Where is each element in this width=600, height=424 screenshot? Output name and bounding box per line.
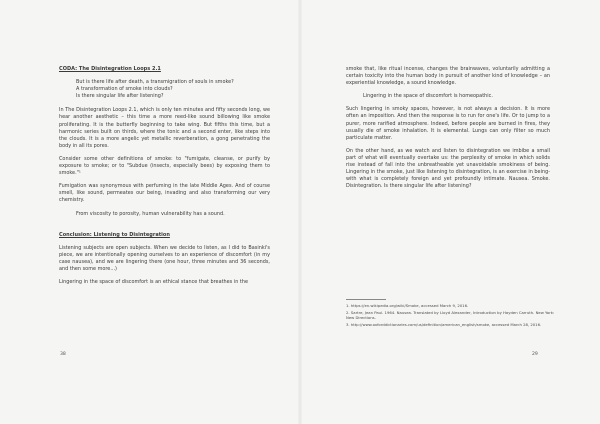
paragraph-indented: From viscosity to porosity, human vulnerability has a sound. xyxy=(76,210,225,217)
right-page xyxy=(300,0,600,424)
question-block xyxy=(59,79,270,100)
question-line: A transformation of smoke into clouds? xyxy=(76,86,173,93)
right-page-text-column xyxy=(346,66,550,196)
question-line: But is there life after death, a transmigration of souls in smoke? xyxy=(76,79,234,86)
footnotes xyxy=(346,303,556,328)
left-page-text-column xyxy=(59,66,270,292)
section-spacer xyxy=(59,224,270,232)
coda-heading: CODA: The Disintegration Loops 2.1 xyxy=(59,66,161,72)
footnote: 2. Sartre, Jean Paul. 1964. Nausea. Translated by Lloyd Alexander, Introduction by Hayden Carruth. New York: New Directions. xyxy=(346,309,555,321)
conclusion-heading: Conclusion: Listening to Disintegration xyxy=(59,231,170,238)
question-line: Is there singular life after listening? xyxy=(76,93,164,100)
paragraph: Lingering in the space of discomfort is an ethical stance that breathes in the xyxy=(59,279,248,286)
paragraph: smoke that, like ritual incense, changes the brainwaves, voluntarily admitting a certain toxicity into the human body in pursuit of another kind of knowledge – an experiential knowledge, a sound knowledge. xyxy=(346,66,550,87)
paragraph-indented: Lingering in the space of discomfort is homeopathic. xyxy=(363,93,493,100)
paragraph: On the other hand, as we watch and listen to disintegration we imbibe a small part of what will eventually overtake us: the perplexity of smoke in which solids rise instead of fall into the unbreatheable yet unavoidable smokiness of being. Lingering in the smoke, just like listening to disintegration, is an exercise in being-with what is completely foreign and yet profoundly intimate. Nausea. Smoke. Disintegration. Is there singular life after listening? xyxy=(346,147,550,190)
paragraph: Such lingering in smoky spaces, however, is not always a decision. It is more often an imposition. And then the response is to run for one's life. Or to jump to a purer, more rarified atmosphere. Indeed, before people are burned in fires, they usually die of smoke inhalation. It is elemental. Lungs can only filter so much particulate matter. xyxy=(346,106,550,141)
paragraph: In The Disintegration Loops 2.1, which is only ten minutes and fifty seconds long, we hear another aesthetic – this time a more reed-like sound billowing like smoke proliferating. It is the butterfly beginning to take wing. But fifths this time, but a harmonic series built on thirds, where the tonic and a second enter, like steps into the clouds. It is a more angelic yet metallic reverberation, a gong penetrating the body in all its pores. xyxy=(59,107,270,149)
paragraph: Listening subjects are open subjects. When we decide to listen, as I did to Basinki's piece, we are intentionally opening ourselves to an experience of discomfort (in my case nausea), and we are lingering there (one hour, three minutes and 36 seconds, and then some more...) xyxy=(59,244,270,272)
footnote: 3. http://www.oxforddictionaries.com/us/definition/american_english/smoke, accessed March 28, 2016. xyxy=(346,321,542,327)
page-number-right: 29 xyxy=(532,352,538,357)
paragraph: Consider some other definitions of smoke: to "fumigate, cleanse, or purify by exposure to smoke; or to "Subdue (insects, especially bees) by exposing them to smoke."¹ xyxy=(59,155,270,177)
footnote-rule xyxy=(346,299,386,300)
page-number-left: 38 xyxy=(60,352,66,357)
paragraph: Fumigation was synonymous with perfuming in the late Middle Ages. And of course smell, like sound, permeates our being, invading and also transforming our very chemistry. xyxy=(59,183,270,204)
footnote: 1. https://en.wikipedia.org/wiki/Smoke, accessed March 9, 2016. xyxy=(346,303,469,308)
